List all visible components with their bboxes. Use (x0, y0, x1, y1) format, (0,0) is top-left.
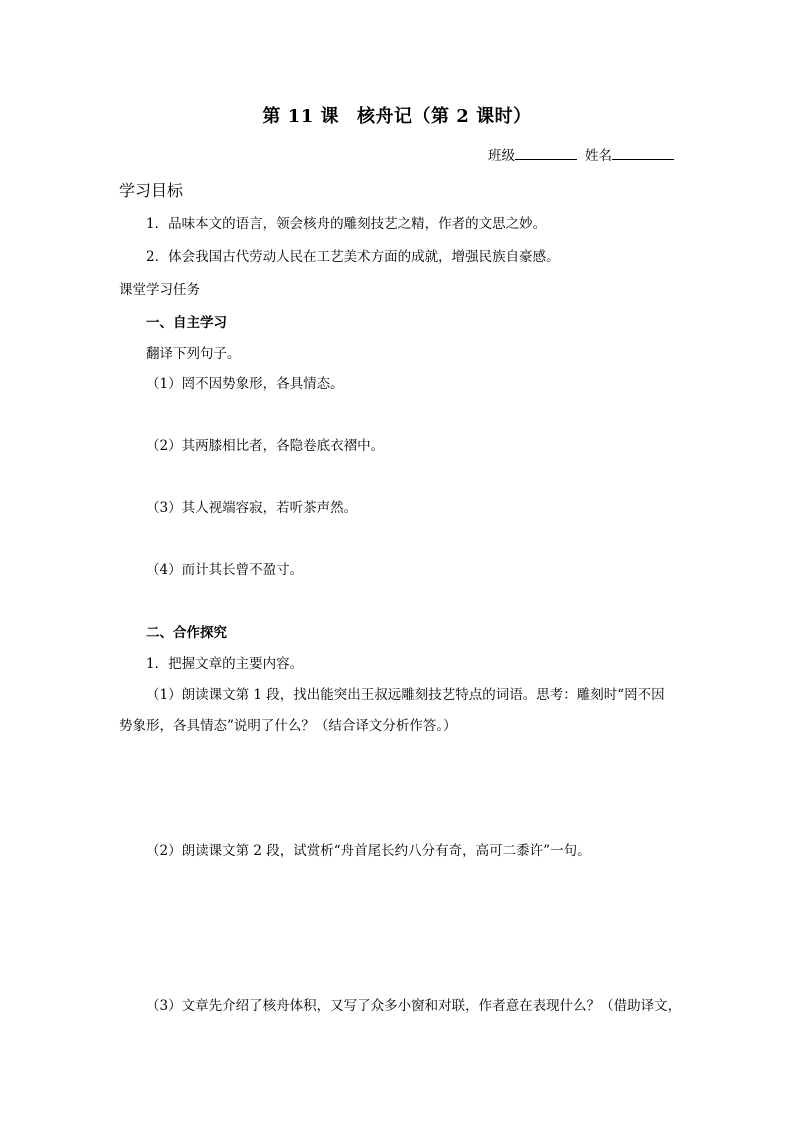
translation-item: （2）其两膝相比者，各隐卷底衣褶中。 (146, 438, 385, 454)
question-1-line1: （1）朗读课文第 1 段，找出能突出王叔远雕刻技艺特点的词语。思考：雕刻时“罔不因 (146, 687, 665, 703)
goal-item: 2．体会我国古代劳动人民在工艺美术方面的成就，增强民族自豪感。 (146, 249, 560, 265)
section1-instruction: 翻译下列句子。 (146, 346, 241, 362)
translation-item: （1）罔不因势象形，各具情态。 (146, 376, 344, 392)
page-title (0, 104, 794, 130)
translation-item: （3）其人视端容寂，若听茶声然。 (146, 500, 358, 516)
translation-item: （4）而计其长曾不盈寸。 (146, 562, 304, 578)
question-1-line2: 势象形，各具情态”说明了什么？（结合译文分析作答。） (119, 718, 457, 734)
lesson-number: 第 11 课 (262, 106, 340, 127)
question-2: （2）朗读课文第 2 段，试赏析“舟首尾长约八分有奇，高可二黍许”一句。 (146, 843, 591, 859)
section1-heading: 一、自主学习 (146, 315, 227, 331)
goal-item: 1．品味本文的语言，领会核舟的雕刻技艺之精，作者的文思之妙。 (146, 216, 547, 232)
question-3: （3）文章先介绍了核舟体积，又写了众多小窗和对联，作者意在表现什么？（借助译文， (146, 998, 682, 1014)
name-label: 姓名 (585, 148, 612, 164)
class-name-fields (488, 145, 674, 166)
class-blank[interactable] (515, 145, 577, 160)
class-label: 班级 (488, 148, 515, 164)
section2-item1: 1．把握文章的主要内容。 (146, 656, 304, 672)
lesson-name: 核舟记（第 2 课时） (357, 106, 532, 127)
tasks-heading: 课堂学习任务 (119, 282, 200, 298)
section2-heading: 二、合作探究 (146, 625, 227, 641)
name-blank[interactable] (612, 145, 674, 160)
goals-heading: 学习目标 (119, 181, 184, 200)
